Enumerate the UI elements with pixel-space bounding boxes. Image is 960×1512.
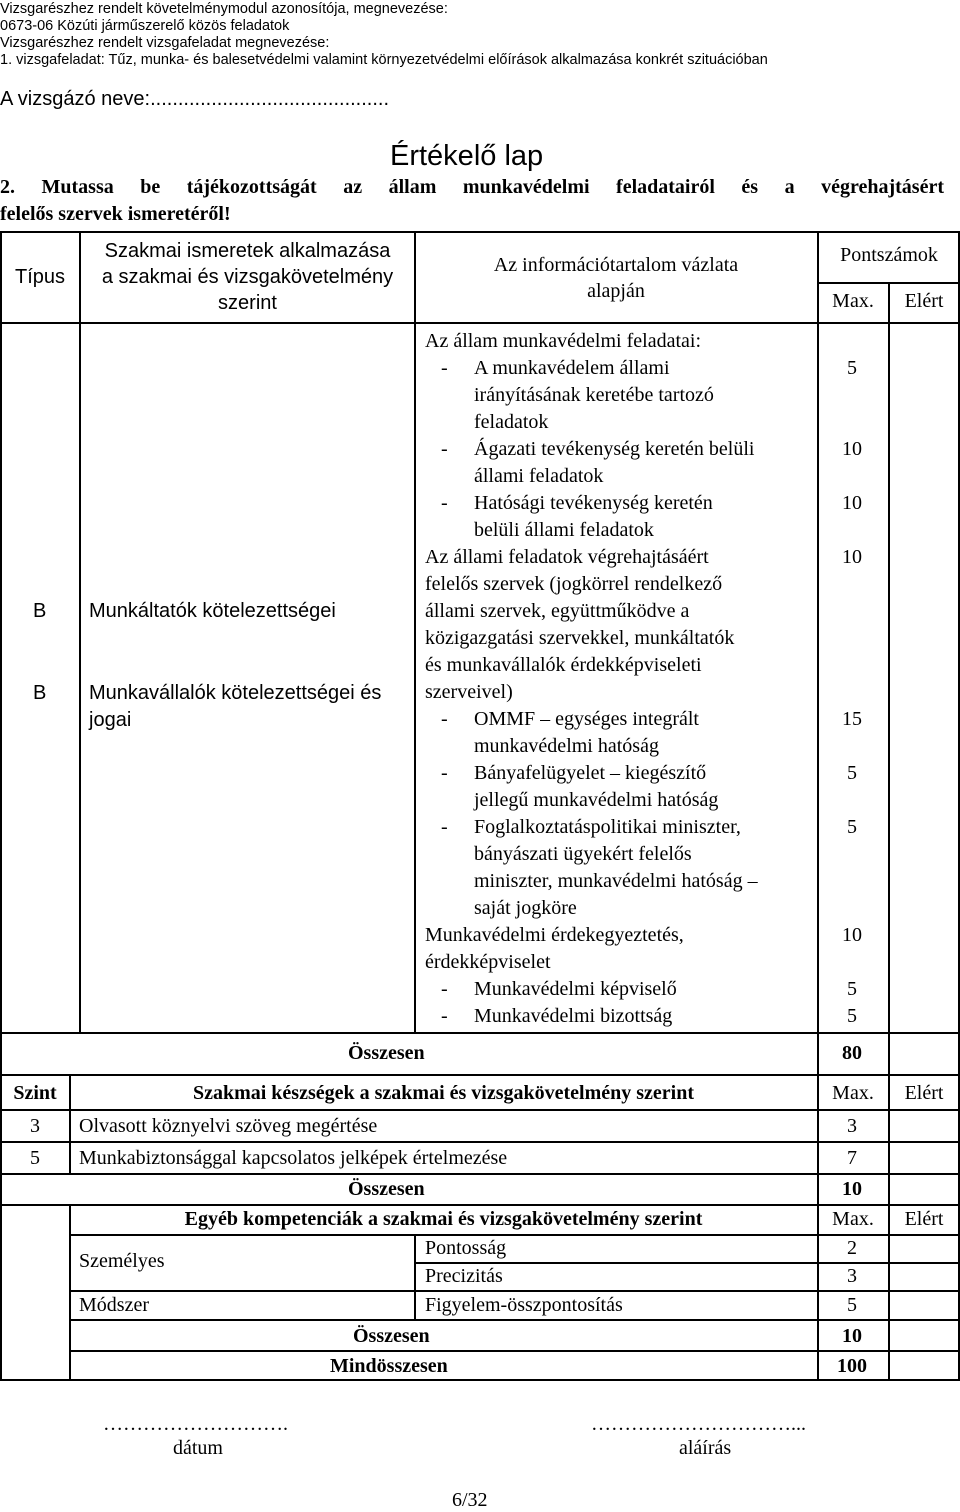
col-competencies-header: Egyéb kompetenciák a szakmai és vizsgakövetelmény szerint xyxy=(184,1208,703,1230)
content-line: irányításának keretébe tartozó xyxy=(474,384,714,406)
col-knowledge-header-line1: Szakmai ismeretek alkalmazása xyxy=(104,240,391,262)
content-line: Ágazati tevékenység keretén belüli xyxy=(474,438,755,460)
max-value: 15 xyxy=(842,708,862,730)
skill-max: 7 xyxy=(847,1147,857,1169)
task-label: Vizsgarészhez rendelt vizsgafeladat megnevezése: xyxy=(0,35,330,51)
type-cell-2: B xyxy=(33,682,47,704)
content-line: belüli állami feladatok xyxy=(474,519,654,541)
table1-total-label: Összesen xyxy=(348,1042,425,1064)
list-dash: - xyxy=(441,1005,448,1027)
col-max-header: Max. xyxy=(832,1208,874,1230)
grand-total-value: 100 xyxy=(837,1355,867,1377)
date-dots: ………………………. xyxy=(103,1413,288,1435)
content-line: munkavédelmi hatóság xyxy=(474,735,659,757)
col-max-header: Max. xyxy=(832,290,874,312)
col-knowledge-header-line2: a szakmai és vizsgakövetelmény xyxy=(101,266,394,288)
max-value: 10 xyxy=(842,492,862,514)
content-line: miniszter, munkavédelmi hatóság – xyxy=(474,870,758,892)
content-line: Munkavédelmi képviselő xyxy=(474,978,677,1000)
page-number: 6/32 xyxy=(452,1489,488,1511)
content-line: OMMF – egységes integrált xyxy=(474,708,699,730)
task-name: 1. vizsgafeladat: Tűz, munka- és balesetvédelmi valamint környezetvédelmi előírások alkalmazása konkrét szituációban xyxy=(0,52,768,68)
content-line: Bányafelügyelet – kiegészítő xyxy=(474,762,707,784)
table3-total-value: 10 xyxy=(842,1325,862,1347)
max-value: 10 xyxy=(842,546,862,568)
examinee-name-line: A vizsgázó neve:........................................... xyxy=(0,88,390,110)
content-line: jellegű munkavédelmi hatóság xyxy=(474,789,719,811)
content-line: Az állam munkavédelmi feladatai: xyxy=(425,330,701,352)
content-line: feladatok xyxy=(474,411,549,433)
skill-name: Olvasott köznyelvi szöveg megértése xyxy=(79,1115,378,1137)
table3-total-label: Összesen xyxy=(353,1325,430,1347)
competency-name: Figyelem-összpontosítás xyxy=(425,1294,623,1316)
type-cell-1: B xyxy=(33,600,47,622)
module-label: Vizsgarészhez rendelt követelménymodul azonosítója, megnevezése: xyxy=(0,1,448,17)
table1-total-value: 80 xyxy=(842,1042,862,1064)
list-dash: - xyxy=(441,978,448,1000)
competency-max: 5 xyxy=(847,1294,857,1316)
col-max-header: Max. xyxy=(832,1082,874,1104)
col-knowledge-header-line3: szerint xyxy=(218,292,277,314)
knowledge-cell-2-line2: jogai xyxy=(89,709,132,731)
content-line: bányászati ügyekért felelős xyxy=(474,843,692,865)
skill-name: Munkabiztonsággal kapcsolatos jelképek értelmezése xyxy=(79,1147,508,1169)
col-content-header-line1: Az információtartalom vázlata xyxy=(493,254,739,276)
content-line: Hatósági tevékenység keretén xyxy=(474,492,713,514)
content-line: szerveivel) xyxy=(425,681,513,703)
max-value: 10 xyxy=(842,924,862,946)
table2-total-label: Összesen xyxy=(348,1178,425,1200)
list-dash: - xyxy=(441,762,448,784)
knowledge-cell-1: Munkáltatók kötelezettségei xyxy=(89,600,336,622)
content-line: és munkavállalók érdekképviseleti xyxy=(425,654,702,676)
content-line: közigazgatási szervekkel, munkáltatók xyxy=(425,627,735,649)
table2-total-value: 10 xyxy=(842,1178,862,1200)
col-type-header: Típus xyxy=(14,266,66,288)
skill-max: 3 xyxy=(847,1115,857,1137)
skill-level: 5 xyxy=(30,1147,40,1169)
content-line: A munkavédelem állami xyxy=(474,357,670,379)
content-line: Az állami feladatok végrehajtásáért xyxy=(425,546,709,568)
task-question-line2: felelős szervek ismeretéről! xyxy=(0,203,231,225)
signature-label: aláírás xyxy=(679,1437,732,1459)
max-value: 5 xyxy=(847,762,857,784)
competency-name: Pontosság xyxy=(425,1237,507,1259)
max-value: 5 xyxy=(847,1005,857,1027)
list-dash: - xyxy=(441,438,448,460)
col-content-header-line2: alapján xyxy=(587,280,645,302)
content-line: állami feladatok xyxy=(474,465,604,487)
max-value: 5 xyxy=(847,816,857,838)
col-points-header: Pontszámok xyxy=(840,244,938,266)
signature-dots: …………………………... xyxy=(591,1413,806,1435)
content-line: Munkavédelmi bizottság xyxy=(474,1005,673,1027)
content-line: állami szervek, együttműködve a xyxy=(425,600,690,622)
list-dash: - xyxy=(441,708,448,730)
max-value: 5 xyxy=(847,978,857,1000)
competency-max: 2 xyxy=(847,1237,857,1259)
content-line: érdekképviselet xyxy=(425,951,551,973)
competency-max: 3 xyxy=(847,1265,857,1287)
grand-total-label: Mindösszesen xyxy=(330,1355,448,1377)
page-title: Értékelő lap xyxy=(390,140,544,172)
date-label: dátum xyxy=(173,1437,223,1459)
max-value: 5 xyxy=(847,357,857,379)
competency-name: Precizitás xyxy=(425,1265,503,1287)
content-line: Munkavédelmi érdekegyeztetés, xyxy=(425,924,684,946)
content-line: Foglalkoztatáspolitikai miniszter, xyxy=(474,816,741,838)
group-personal: Személyes xyxy=(79,1250,165,1272)
content-line: saját jogköre xyxy=(474,897,577,919)
list-dash: - xyxy=(441,816,448,838)
col-achieved-header: Elért xyxy=(904,1082,944,1104)
col-skills-header: Szakmai készségek a szakmai és vizsgakövetelmény szerint xyxy=(192,1082,695,1104)
content-line: felelős szervek (jogkörrel rendelkező xyxy=(425,573,723,595)
col-achieved-header: Elért xyxy=(904,290,944,312)
list-dash: - xyxy=(441,492,448,514)
max-value: 10 xyxy=(842,438,862,460)
task-question-line1: 2. Mutassa be tájékozottságát az állam munkavédelmi feladatairól és a végrehajtásért xyxy=(0,176,944,198)
module-name: 0673-06 Közúti járműszerelő közös feladatok xyxy=(0,18,290,34)
group-method: Módszer xyxy=(79,1294,149,1316)
skill-level: 3 xyxy=(30,1115,40,1137)
col-achieved-header: Elért xyxy=(904,1208,944,1230)
list-dash: - xyxy=(441,357,448,379)
knowledge-cell-2-line1: Munkavállalók kötelezettségei és xyxy=(89,682,382,704)
col-level-header: Szint xyxy=(13,1082,57,1104)
